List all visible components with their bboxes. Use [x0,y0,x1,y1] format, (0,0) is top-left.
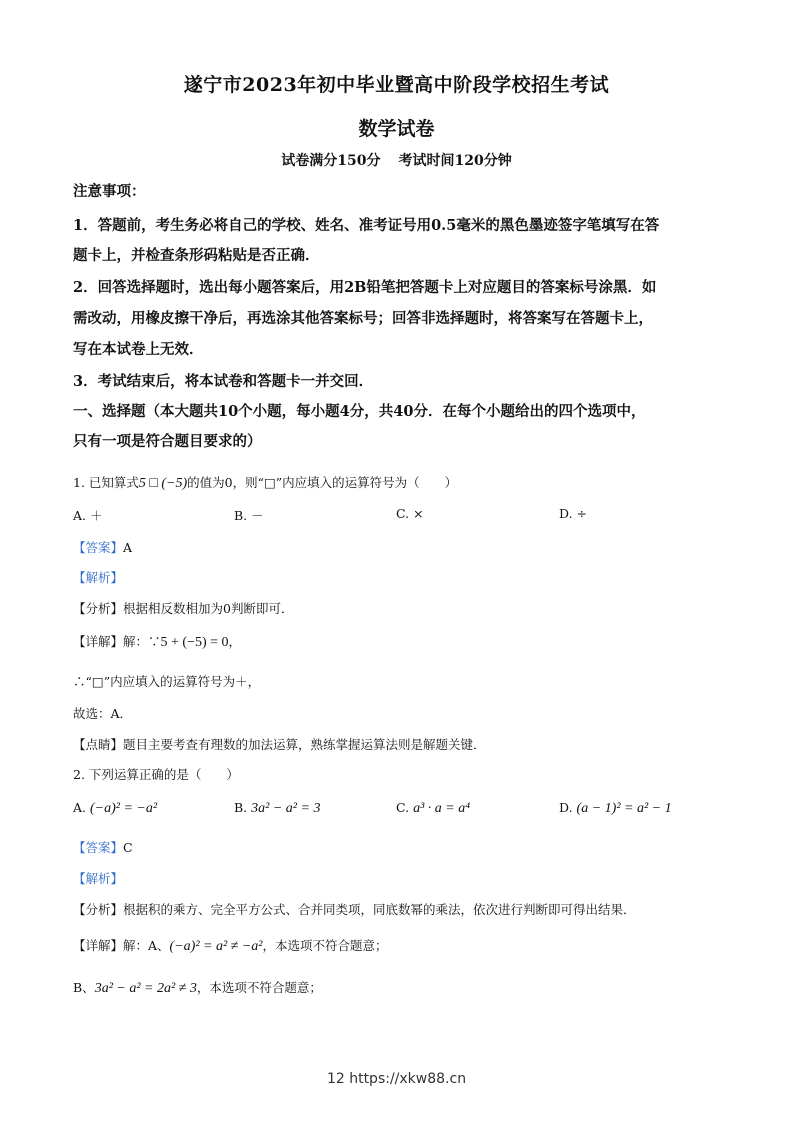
question-2-detail-a: 【详解】解：A、(−a)² = a² ≠ −a²，本选项不符合题意； [73,938,388,954]
question-2-fenxi: 【分析】根据积的乘方、完全平方公式、合并同类项，同底数幂的乘法，依次进行判断即可得出结果． [73,902,636,917]
question-2-option-c: C. a³ · a = a⁴ [396,800,471,816]
notice-heading: 注意事项： [73,183,146,200]
notice-line: 3．考试结束后，将本试卷和答题卡一并交回． [73,373,374,390]
exam-info [0,150,793,170]
question-2-option-d: D. (a − 1)² = a² − 1 [559,800,672,816]
notice-line: 需改动，用橡皮擦干净后，再选涂其他答案标号；回答非选择题时，将答案写在答题卡上， [73,310,653,327]
question-1-choose: 故选：A． [73,706,133,721]
notice-line: 2．回答选择题时，选出每小题答案后，用2B铅笔把答题卡上对应题目的答案标号涂黑．如 [73,279,657,296]
section-heading: 只有一项是符合题目要求的） [73,433,262,450]
notice-line: 1．答题前，考生务必将自己的学校、姓名、准考证号用0.5毫米的黑色墨迹签字笔填写在答 [73,217,660,234]
question-1-option-a: A. ＋ [73,508,103,523]
question-1-answer: 【答案】A [73,540,133,555]
question-1-comment: 【点睛】题目主要考查有理数的加法运算，熟练掌握运算法则是解题关键． [73,737,486,752]
question-1-expr: 5 □ (−5) [138,476,188,491]
notice-line: 写在本试卷上无效． [73,341,204,358]
question-2-detail-b: B、3a² − a² = 2a² ≠ 3，本选项不符合题意； [73,980,322,996]
page-footer: 12 https://xkw88.cn [326,1071,467,1087]
question-1-analysis-tag: 【解析】 [73,570,124,585]
question-2-stem: 2. 下列运算正确的是（ ） [73,767,239,782]
question-2-option-b: B. 3a² − a² = 3 [234,800,321,816]
exam-score: 试卷满分150分 [281,153,381,169]
question-1-stem: 1. 已知算式5 □ (−5)的值为0，则“□”内应填入的运算符号为（ ） [73,475,458,491]
section-heading: 一、选择题（本大题共10个小题，每小题4分，共40分．在每个小题给出的四个选项中， [73,403,646,420]
question-2-option-a: A. (−a)² = −a² [73,800,158,816]
question-1-fenxi: 【分析】根据相反数相加为0判断即可． [73,601,294,616]
question-2-answer: 【答案】C [73,840,133,855]
question-1-option-c: C. × [396,506,424,521]
exam-title: 遂宁市2023年初中毕业暨高中阶段学校招生考试 [183,74,610,96]
question-1-option-b: B. － [234,508,264,523]
question-1-option-d: D. ÷ [559,506,587,521]
notice-line: 题卡上，并检查条形码粘贴是否正确． [73,247,320,264]
exam-subject: 数学试卷 [358,118,435,140]
question-1-detail: 【详解】解：∵5 + (−5) = 0， [73,634,242,650]
question-2-analysis-tag: 【解析】 [73,871,124,886]
exam-time: 考试时间120分钟 [398,153,512,169]
question-1-therefore: ∴“□”内应填入的运算符号为＋， [73,674,261,689]
